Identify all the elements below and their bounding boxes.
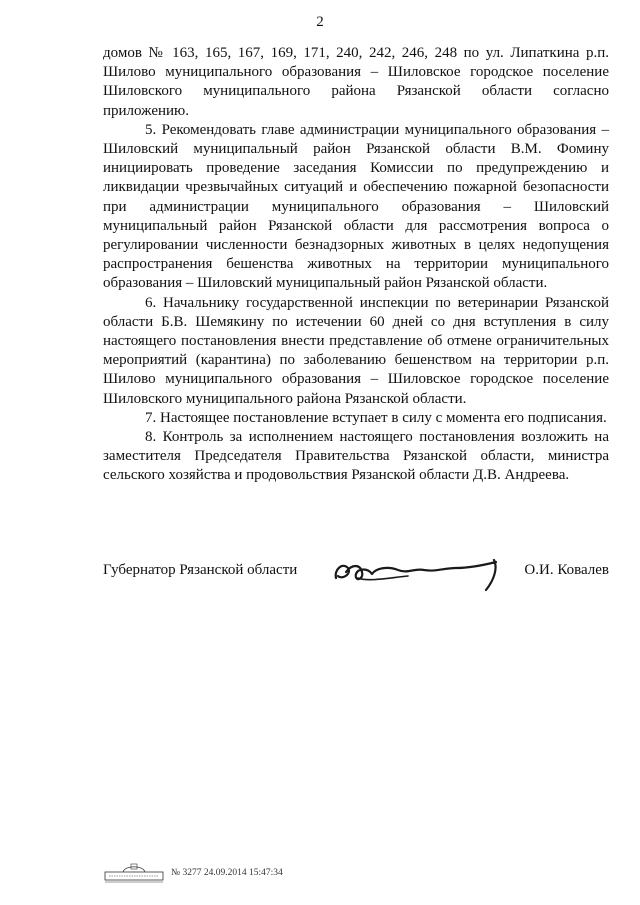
paragraph-item-7: 7. Настоящее постановление вступает в силу с момента его подписания. [145, 409, 607, 426]
registration-stamp: № 3277 24.09.2014 15:47:34 [171, 868, 283, 878]
emblem-stamp-icon [103, 862, 165, 884]
document-body [103, 44, 609, 486]
handwritten-signature [328, 548, 508, 594]
document-footer [103, 862, 403, 886]
paragraph-item-5: 5. Рекомендовать главе администрации муниципального образования – Шиловский муниципальный район Рязанской области В.М. Фомину инициировать проведение заседания Комиссии по предупреждению и ликвидации чрезвычайных ситуаций и обеспечению пожарной безопасности при администрации муниципального образования – Шиловский муниципальный район Рязанской области для рассмотрения вопроса о регулировании численности безнадзорных животных в целях недопущения распространения бешенства животных на территории муниципального образования – Шиловский муниципальный район Рязанской области. [103, 121, 609, 292]
paragraph-continuation: домов № 163, 165, 167, 169, 171, 240, 242, 246, 248 по ул. Липаткина р.п. Шилово муниципального образования – Шиловское городское поселение Шиловского муниципального района Рязанской области согласно приложению. [103, 45, 609, 119]
signatory-name: О.И. Ковалев [524, 562, 609, 578]
signature-block [103, 548, 609, 594]
page-number: 2 [316, 14, 324, 30]
signatory-position: Губернатор Рязанской области [103, 562, 298, 578]
paragraph-item-6: 6. Начальнику государственной инспекции по ветеринарии Рязанской области Б.В. Шемякину по истечении 60 дней со дня вступления в силу настоящего постановления внести представление об отмене ограничительных мероприятий (карантина) по заболеванию бешенством на территории р.п. Шилово муниципального образования – Шиловское городское поселение Шиловского муниципального района Рязанской области. [103, 294, 609, 407]
paragraph-item-8: 8. Контроль за исполнением настоящего постановления возложить на заместителя Председателя Правительства Рязанской области, министра сельского хозяйства и продовольствия Рязанской области Д.В. Андреева. [103, 429, 609, 484]
